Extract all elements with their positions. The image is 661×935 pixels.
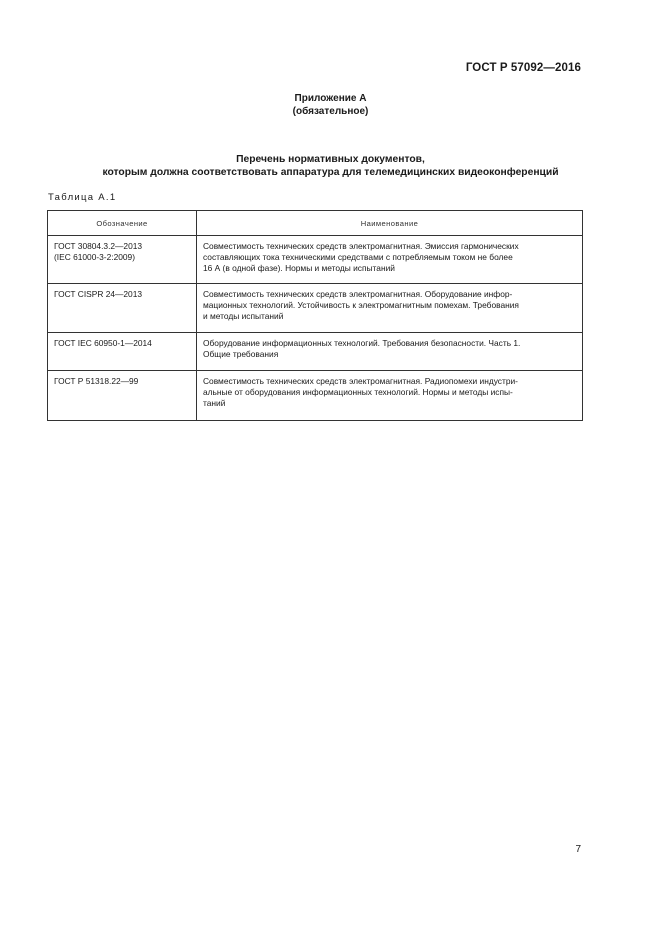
annex-heading: [0, 92, 661, 118]
designation-line: ГОСТ CISPR 24—2013: [54, 289, 143, 299]
designation-line: (IEC 61000-3-2:2009): [54, 252, 136, 262]
designation-line: ГОСТ IEC 60950-1—2014: [54, 338, 152, 348]
designation-line: ГОСТ 30804.3.2—2013: [54, 241, 143, 251]
name-cell: [197, 236, 583, 284]
annex-title: Приложение А: [294, 93, 367, 104]
document-title-line-1: Перечень нормативных документов,: [236, 154, 425, 165]
document-title-line-2: которым должна соответствовать аппаратура для телемедицинских видеоконференций: [102, 167, 559, 178]
designation-line: ГОСТ Р 51318.22—99: [54, 376, 139, 386]
page-number: 7: [575, 844, 581, 855]
name-line: составляющих тока техническими средствами с потребляемым током не более: [203, 252, 513, 262]
name-cell: [197, 284, 583, 333]
standard-code: ГОСТ Р 57092—2016: [465, 62, 581, 74]
column-header-designation: Обозначение: [48, 211, 197, 236]
normative-documents-table: [47, 210, 583, 421]
annex-status: (обязательное): [292, 106, 369, 117]
table-row: [48, 236, 583, 284]
column-header-name: Наименование: [197, 211, 583, 236]
name-cell: [197, 371, 583, 421]
table-header-row: [48, 211, 583, 236]
name-line: и методы испытаний: [203, 311, 284, 321]
name-line: Совместимость технических средств электромагнитная. Эмиссия гармонических: [203, 241, 519, 251]
name-line: альные от оборудования информационных технологий. Нормы и методы испы-: [203, 387, 513, 397]
designation-cell: [48, 284, 197, 333]
name-line: Оборудование информационных технологий. Требования безопасности. Часть 1.: [203, 338, 521, 348]
designation-cell: [48, 236, 197, 284]
name-line: Общие требования: [203, 349, 279, 359]
table-row: [48, 333, 583, 371]
name-line: таний: [203, 398, 226, 408]
name-line: мационных технологий. Устойчивость к электромагнитным помехам. Требования: [203, 300, 519, 310]
table-row: [48, 284, 583, 333]
name-line: 16 А (в одной фазе). Нормы и методы испытаний: [203, 263, 395, 273]
table-caption: Таблица А.1: [48, 192, 117, 203]
name-cell: [197, 333, 583, 371]
document-title: [0, 153, 661, 179]
name-line: Совместимость технических средств электромагнитная. Радиопомехи индустри-: [203, 376, 518, 386]
designation-cell: [48, 333, 197, 371]
designation-cell: [48, 371, 197, 421]
name-line: Совместимость технических средств электромагнитная. Оборудование инфор-: [203, 289, 513, 299]
table-row: [48, 371, 583, 421]
